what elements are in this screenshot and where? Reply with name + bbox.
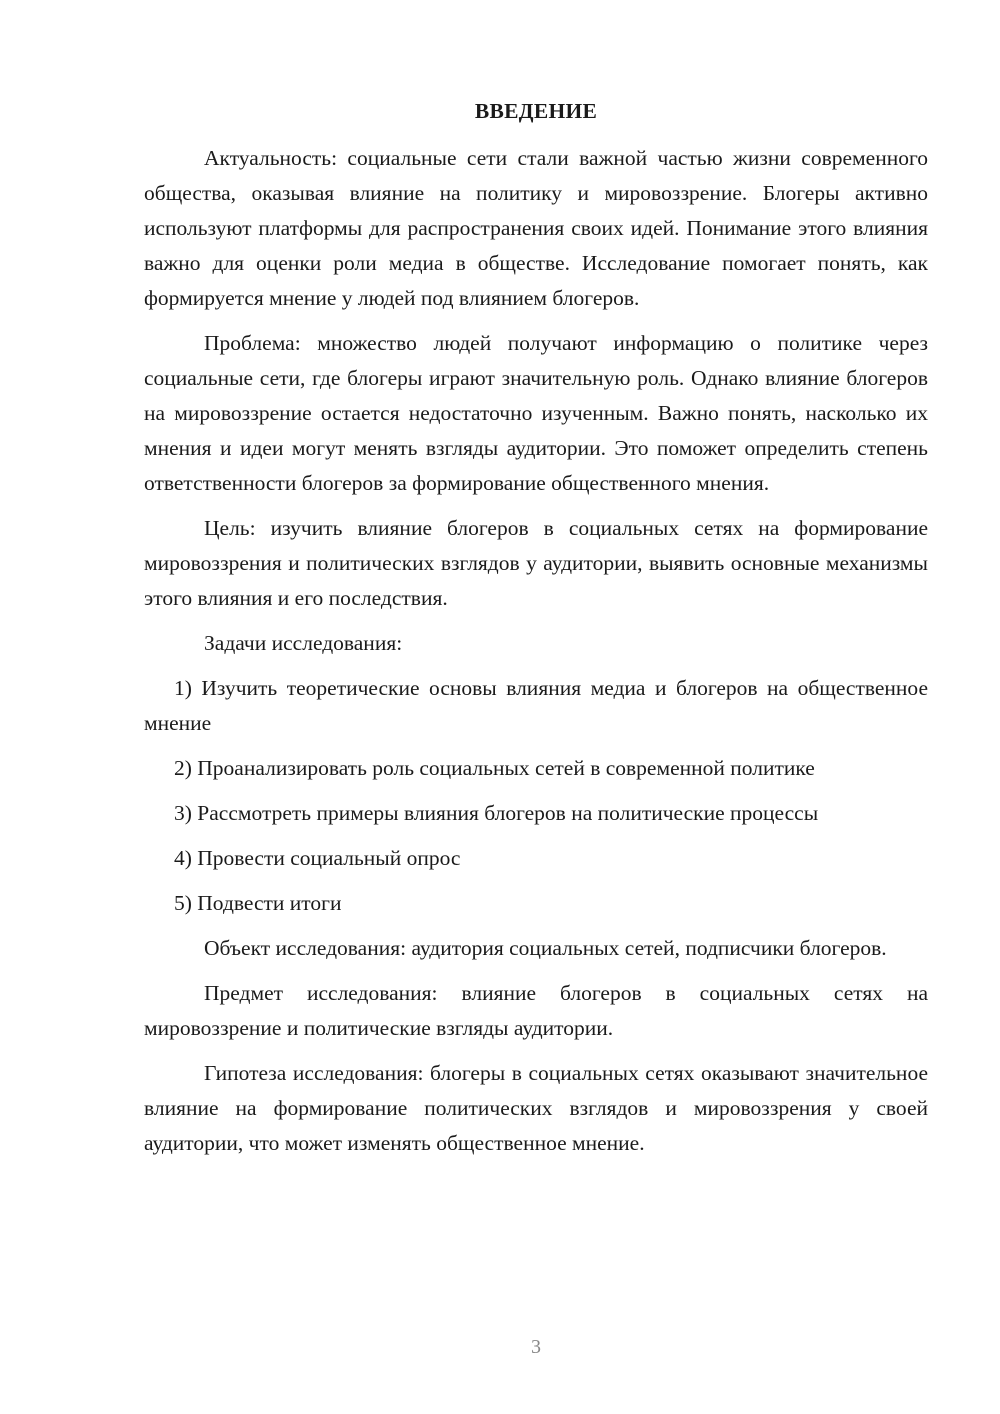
paragraph-relevance: Актуальность: социальные сети стали важной частью жизни современного общества, оказывая влияние на политику и мировоззрение. Блогеры активно используют платформы для распространения своих идей. Понимание этого влияния важно для оценки роли медиа в обществе. Исследование помогает понять, как формируется мнение у людей под влиянием блогеров. [144,146,928,310]
list-item: 2) Проанализировать роль социальных сетей в современной политике [174,756,815,780]
page-title: ВВЕДЕНИЕ [474,99,598,123]
list-item: 4) Провести социальный опрос [174,846,461,870]
paragraph-problem: Проблема: множество людей получают информацию о политике через социальные сети, где блогеры играют значительную роль. Однако влияние блогеров на мировоззрение остается недостаточно изученным. Важно понять, насколько их мнения и идеи могут менять взгляды аудитории. Это поможет определить степень ответственности блогеров за формирование общественного мнения. [144,331,928,495]
tasks-list [144,671,928,921]
list-item: 5) Подвести итоги [174,891,342,915]
page-number: 3 [531,1336,541,1358]
list-item: 3) Рассмотреть примеры влияния блогеров на политические процессы [174,801,819,825]
tasks-heading: Задачи исследования: [204,631,403,655]
paragraph-goal: Цель: изучить влияние блогеров в социальных сетях на формирование мировоззрения и политических взглядов у аудитории, выявить основные механизмы этого влияния и его последствия. [144,516,928,610]
paragraph-subject: Предмет исследования: влияние блогеров в социальных сетях на мировоззрение и политические взгляды аудитории. [144,981,928,1040]
list-item: 1) Изучить теоретические основы влияния медиа и блогеров на общественное мнение [144,676,928,735]
paragraph-hypothesis: Гипотеза исследования: блогеры в социальных сетях оказывают значительное влияние на формирование политических взглядов и мировоззрения у своей аудитории, что может изменять общественное мнение. [144,1061,928,1155]
paragraph-object: Объект исследования: аудитория социальных сетей, подписчики блогеров. [204,936,887,960]
